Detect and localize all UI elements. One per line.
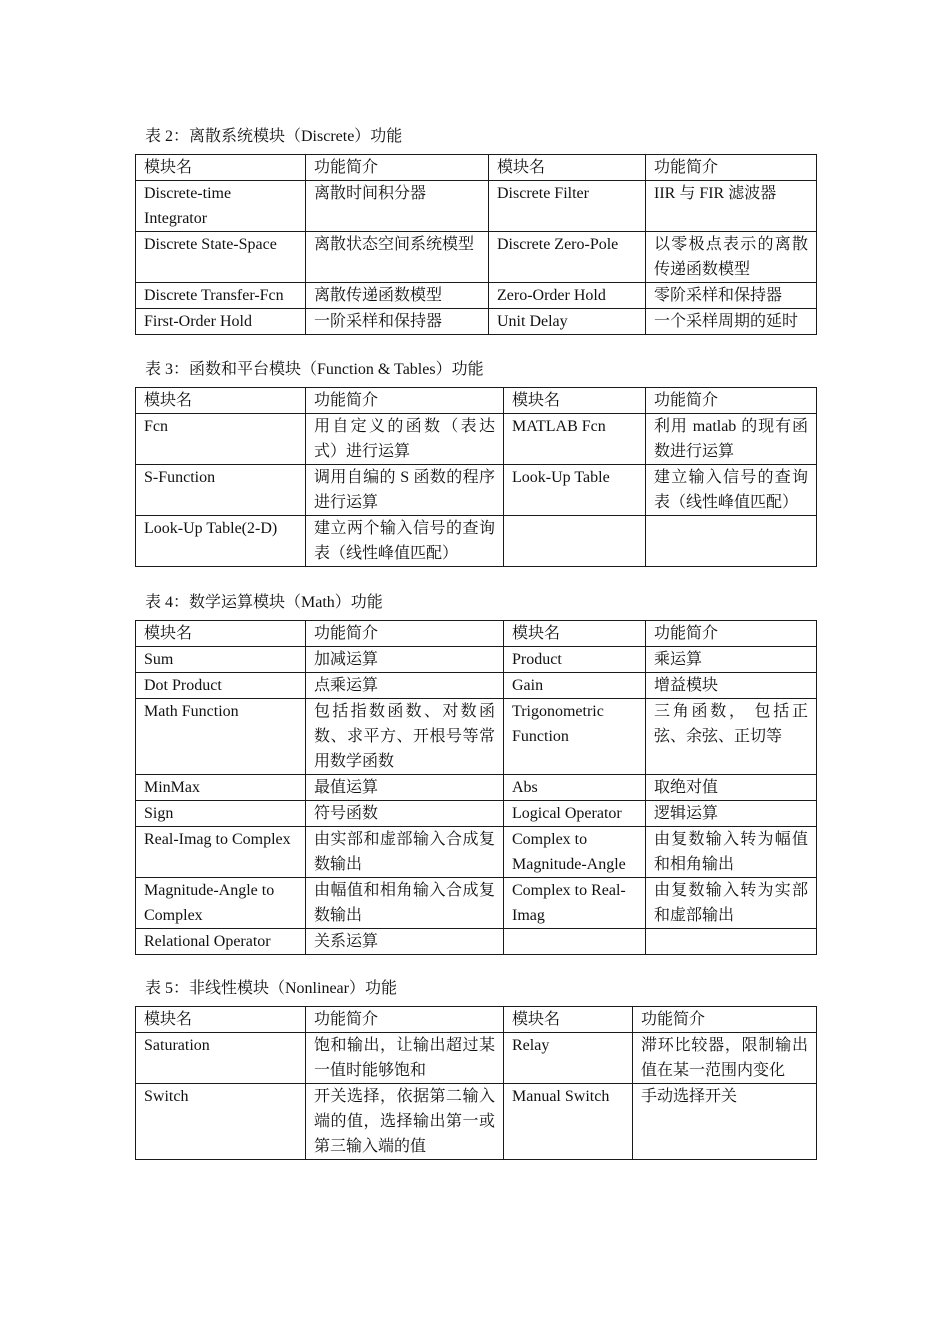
- table-cell: 乘运算: [646, 647, 817, 673]
- table-row: [136, 309, 817, 335]
- table-cell: Unit Delay: [489, 309, 646, 335]
- header-cell: 模块名: [504, 621, 646, 647]
- table-cell: 离散状态空间系统模型: [306, 232, 489, 283]
- table-cell: Relay: [504, 1033, 633, 1084]
- table-cell: Product: [504, 647, 646, 673]
- table-cell: 以零极点表示的离散传递函数模型: [646, 232, 817, 283]
- header-cell: 功能简介: [633, 1007, 817, 1033]
- table-row: [136, 516, 817, 567]
- table-cell: [504, 516, 646, 567]
- header-cell: 功能简介: [306, 388, 504, 414]
- table-cell: 开关选择，依据第二输入端的值，选择输出第一或第三输入端的值: [306, 1084, 504, 1160]
- table-cell: 用自定义的函数（表达式）进行运算: [306, 414, 504, 465]
- table-cell: S-Function: [136, 465, 306, 516]
- table-cell: 由复数输入转为幅值和相角输出: [646, 827, 817, 878]
- table-cell: Discrete State-Space: [136, 232, 306, 283]
- table-cell: Magnitude-Angle to Complex: [136, 878, 306, 929]
- table-cell: 一阶采样和保持器: [306, 309, 489, 335]
- table-row: [136, 647, 817, 673]
- table-cell: 饱和输出，让输出超过某一值时能够饱和: [306, 1033, 504, 1084]
- table-cell: Fcn: [136, 414, 306, 465]
- table-cell: 建立输入信号的查询表（线性峰值匹配）: [646, 465, 817, 516]
- table-cell: 手动选择开关: [633, 1084, 817, 1160]
- table-cell: 三角函数， 包括正弦、余弦、正切等: [646, 699, 817, 775]
- table-cell: Relational Operator: [136, 929, 306, 955]
- table-cell: MATLAB Fcn: [504, 414, 646, 465]
- table-row: [136, 801, 817, 827]
- table-cell: 建立两个输入信号的查询表（线性峰值匹配）: [306, 516, 504, 567]
- table-2-caption: 表 2：离散系统模块（Discrete）功能: [145, 128, 403, 145]
- table-cell: Manual Switch: [504, 1084, 633, 1160]
- table-row: [136, 775, 817, 801]
- table-cell: 逻辑运算: [646, 801, 817, 827]
- table-row: [136, 181, 817, 232]
- table-cell: IIR 与 FIR 滤波器: [646, 181, 817, 232]
- table-cell: 包括指数函数、对数函数、求平方、开根号等常用数学函数: [306, 699, 504, 775]
- table-cell: Saturation: [136, 1033, 306, 1084]
- table-row: [136, 414, 817, 465]
- table-cell: [504, 929, 646, 955]
- table-row: [136, 283, 817, 309]
- table-row: [136, 878, 817, 929]
- header-cell: 模块名: [136, 155, 306, 181]
- table-cell: 符号函数: [306, 801, 504, 827]
- header-cell: 功能简介: [306, 155, 489, 181]
- table-cell: 取绝对值: [646, 775, 817, 801]
- table-5-nonlinear: [135, 1006, 817, 1160]
- table-header-row: [136, 621, 817, 647]
- table-5-caption: 表 5：非线性模块（Nonlinear）功能: [145, 980, 397, 997]
- table-cell: 由实部和虚部输入合成复数输出: [306, 827, 504, 878]
- table-cell: Discrete Zero-Pole: [489, 232, 646, 283]
- table-cell: [646, 929, 817, 955]
- table-cell: 点乘运算: [306, 673, 504, 699]
- header-cell: 功能简介: [306, 621, 504, 647]
- table-row: [136, 1084, 817, 1160]
- table-cell: Trigonometric Function: [504, 699, 646, 775]
- table-row: [136, 1033, 817, 1084]
- table-cell: Abs: [504, 775, 646, 801]
- header-cell: 功能简介: [646, 621, 817, 647]
- table-cell: First-Order Hold: [136, 309, 306, 335]
- table-header-row: [136, 155, 817, 181]
- table-cell: Discrete Filter: [489, 181, 646, 232]
- table-header-row: [136, 388, 817, 414]
- header-cell: 功能简介: [306, 1007, 504, 1033]
- header-cell: 功能简介: [646, 388, 817, 414]
- table-cell: 零阶采样和保持器: [646, 283, 817, 309]
- table-cell: Gain: [504, 673, 646, 699]
- table-2-discrete: [135, 154, 817, 335]
- table-cell: 一个采样周期的延时: [646, 309, 817, 335]
- table-cell: Complex to Magnitude-Angle: [504, 827, 646, 878]
- table-cell: 离散时间积分器: [306, 181, 489, 232]
- table-cell: Real-Imag to Complex: [136, 827, 306, 878]
- table-cell: Look-Up Table: [504, 465, 646, 516]
- table-3-function-tables: [135, 387, 817, 567]
- table-cell: Discrete-time Integrator: [136, 181, 306, 232]
- table-cell: Sum: [136, 647, 306, 673]
- table-row: [136, 699, 817, 775]
- table-cell: Discrete Transfer-Fcn: [136, 283, 306, 309]
- table-cell: 增益模块: [646, 673, 817, 699]
- header-cell: 模块名: [136, 621, 306, 647]
- header-cell: 模块名: [489, 155, 646, 181]
- table-cell: [646, 516, 817, 567]
- table-row: [136, 465, 817, 516]
- table-cell: Math Function: [136, 699, 306, 775]
- table-cell: 离散传递函数模型: [306, 283, 489, 309]
- table-cell: Dot Product: [136, 673, 306, 699]
- header-cell: 功能简介: [646, 155, 817, 181]
- table-cell: MinMax: [136, 775, 306, 801]
- table-cell: 由复数输入转为实部和虚部输出: [646, 878, 817, 929]
- table-cell: Complex to Real-Imag: [504, 878, 646, 929]
- table-cell: 调用自编的 S 函数的程序进行运算: [306, 465, 504, 516]
- table-cell: Look-Up Table(2-D): [136, 516, 306, 567]
- table-cell: Switch: [136, 1084, 306, 1160]
- header-cell: 模块名: [136, 1007, 306, 1033]
- header-cell: 模块名: [504, 388, 646, 414]
- table-cell: 最值运算: [306, 775, 504, 801]
- header-cell: 模块名: [504, 1007, 633, 1033]
- table-cell: 滞环比较器，限制输出值在某一范围内变化: [633, 1033, 817, 1084]
- table-cell: Logical Operator: [504, 801, 646, 827]
- table-row: [136, 827, 817, 878]
- table-cell: 由幅值和相角输入合成复数输出: [306, 878, 504, 929]
- table-cell: 加减运算: [306, 647, 504, 673]
- table-cell: Sign: [136, 801, 306, 827]
- table-header-row: [136, 1007, 817, 1033]
- table-4-caption: 表 4：数学运算模块（Math）功能: [145, 594, 383, 611]
- table-cell: Zero-Order Hold: [489, 283, 646, 309]
- table-4-math: [135, 620, 817, 955]
- table-row: [136, 232, 817, 283]
- table-row: [136, 929, 817, 955]
- table-cell: 关系运算: [306, 929, 504, 955]
- table-cell: 利用 matlab 的现有函数进行运算: [646, 414, 817, 465]
- header-cell: 模块名: [136, 388, 306, 414]
- table-row: [136, 673, 817, 699]
- table-3-caption: 表 3：函数和平台模块（Function & Tables）功能: [145, 361, 484, 378]
